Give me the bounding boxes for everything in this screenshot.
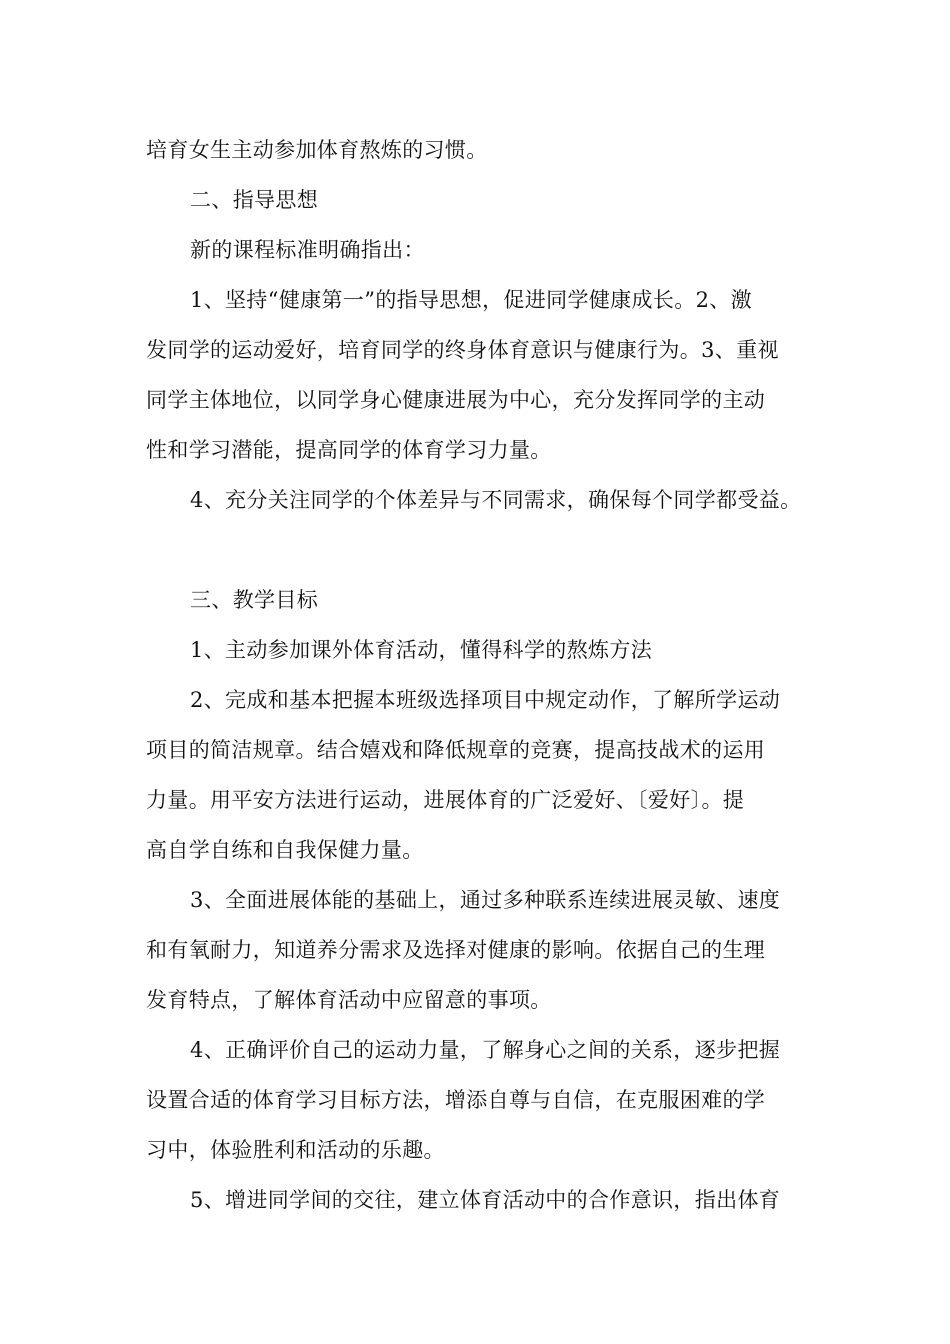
text-line: 习中，体验胜利和活动的乐趣。 bbox=[146, 1138, 445, 1162]
text-line: 高自学自练和自我保健力量。 bbox=[146, 838, 424, 862]
text-line: 力量。用平安方法进行运动，进展体育的广泛爱好、〔爱好〕。提 bbox=[146, 788, 745, 812]
text-line: 4、正确评价自己的运动力量，了解身心之间的关系，逐步把握 bbox=[190, 1038, 781, 1062]
text-line: 5、增进同学间的交往，建立体育活动中的合作意识，指出体育 bbox=[190, 1188, 781, 1212]
text-line: 1、坚持“健康第一”的指导思想，促进同学健康成长。2、激 bbox=[190, 288, 752, 312]
text-line: 4、充分关注同学的个体差异与不同需求，确保每个同学都受益。 bbox=[190, 488, 802, 512]
text-line: 性和学习潜能，提高同学的体育学习力量。 bbox=[146, 438, 552, 462]
text-line: 1、主动参加课外体育活动，懂得科学的熬炼方法 bbox=[190, 638, 653, 662]
text-line: 培育女生主动参加体育熬炼的习惯。 bbox=[146, 138, 488, 162]
text-line: 发育特点，了解体育活动中应留意的事项。 bbox=[146, 988, 552, 1012]
text-line: 和有氧耐力，知道养分需求及选择对健康的影响。依据自己的生理 bbox=[146, 938, 766, 962]
text-line: 2、完成和基本把握本班级选择项目中规定动作，了解所学运动 bbox=[190, 688, 781, 712]
section-heading: 二、指导思想 bbox=[190, 188, 319, 212]
section-heading: 三、教学目标 bbox=[190, 588, 319, 612]
text-line: 设置合适的体育学习目标方法，增添自尊与自信，在克服困难的学 bbox=[146, 1088, 766, 1112]
text-line: 同学主体地位，以同学身心健康进展为中心，充分发挥同学的主动 bbox=[146, 388, 766, 412]
text-line: 项目的简洁规章。结合嬉戏和降低规章的竞赛，提高技战术的运用 bbox=[146, 738, 766, 762]
text-line: 新的课程标准明确指出： bbox=[190, 238, 425, 262]
text-line: 3、全面进展体能的基础上，通过多种联系连续进展灵敏、速度 bbox=[190, 888, 781, 912]
text-line: 发同学的运动爱好，培育同学的终身体育意识与健康行为。3、重视 bbox=[146, 338, 779, 362]
